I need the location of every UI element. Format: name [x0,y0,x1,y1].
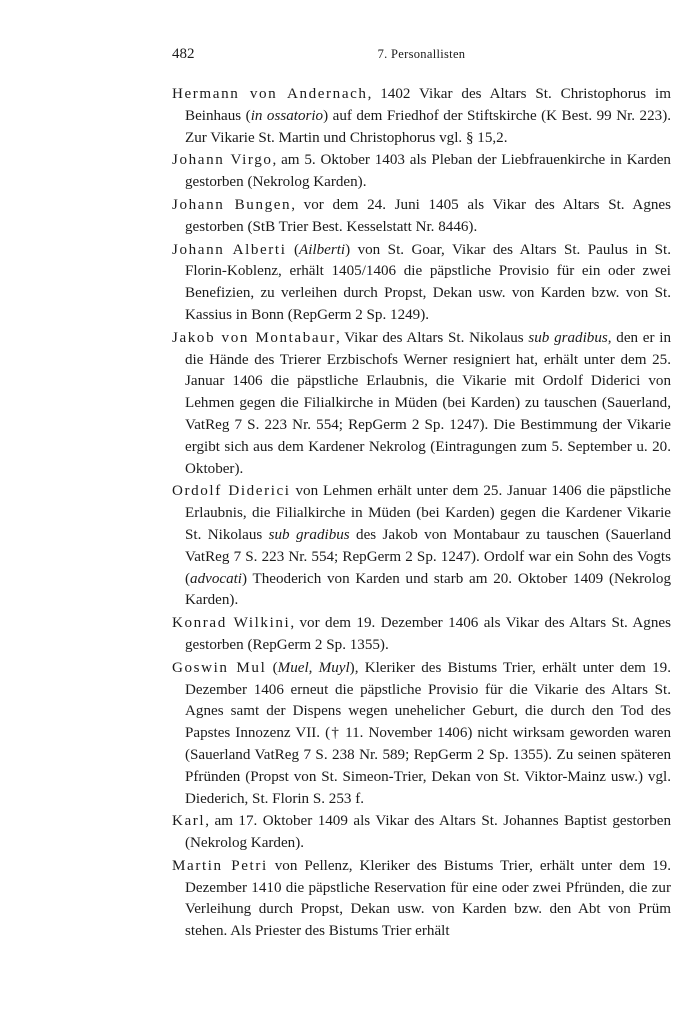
entry-text: ) von St. Goar, Vikar des Altars St. Paulus in St. Florin-Koblenz, erhält 1405/1406 die päpstliche Provisio für ein oder zwei Benefizien, zu verleihen durch Propst, Dekan usw. von Karden bzw. von St. Kassius in Bonn (RepGerm 2 Sp. 1249). [185,241,671,323]
entry-italic-term: in ossatorio [250,107,324,124]
page-header [172,46,671,66]
entry-text: , 1402 Vikar des Altars St. Christophorus im Beinhaus ( [185,86,671,124]
list-item [172,150,671,194]
entry-text: ( [266,659,278,676]
entry-name: Konrad Wilkini [172,615,291,632]
list-item [172,613,671,657]
list-item [172,811,671,855]
entry-list [172,84,671,944]
entry-text: von Pellenz, Kleriker des Bistums Trier, erhält unter dem 19. Dezember 1410 die päpstliche Reservation für eine oder zwei Pfründen, die zur Verleihung durch Propst, Dekan usw. von Karden bzw. den Abt von Prüm stehen. Als Priester des Bistums Trier erhält [185,857,671,940]
entry-italic-term: Muel, Muyl [277,659,350,676]
list-item [172,856,671,943]
entry-text: ), Kleriker des Bistums Trier, erhält unter dem 19. Dezember 1406 erneut die päpstliche Provisio für die Vikarie des Altars St. Agnes samt der Dispens wegen unehelicher Geburt, die durch den Tod des Papstes Innozenz VII. († 11. November 1406) nicht wirksam geworden waren (Sauerland VatReg 7 S. 238 Nr. 589; RepGerm 2 Sp. 1355). Zu seinen späteren Pfründen (Propst von St. Simeon-Trier, Dekan von St. Viktor-Mainz usw.) vgl. Diederich, St. Florin S. 253 f. [185,659,671,807]
entry-name: Karl [172,813,206,830]
entry-text: , am 17. Oktober 1409 als Vikar des Altars St. Johannes Baptist gestorben (Nekrolog Karden). [185,813,671,852]
entry-text: , vor dem 19. Dezember 1406 als Vikar des Altars St. Agnes gestorben (RepGerm 2 Sp. 1355). [185,615,671,653]
entry-name: Hermann von Andernach [172,86,368,102]
entry-text: des Jakob von Montabaur zu tauschen (Sauerland VatReg 7 S. 223 Nr. 554; RepGerm 2 Sp. 1247). Ordolf war ein Sohn des Vogts ( [185,526,671,587]
entry-text: , am 5. Oktober 1403 als Pleban der Liebfrauenkirche in Karden gestorben (Nekrolog Karden). [185,152,671,191]
entry-text: , vor dem 24. Juni 1405 als Vikar des Altars St. Agnes gestorben (StB Trier Best. Kesselstatt Nr. 8446). [185,196,671,235]
list-item [172,481,671,612]
page-number: 482 [172,46,195,62]
entry-italic-term: advocati [190,570,243,587]
entry-italic-term: sub gradibus [268,526,350,543]
entry-text: von Lehmen erhält unter dem 25. Januar 1406 die päpstliche Erlaubnis, die Filialkirche in Müden (bei Karden) gegen die Kardener Vikarie St. Nikolaus [185,483,671,543]
entry-italic-term: sub gradibus [528,329,608,346]
entry-text: ) auf dem Friedhof der Stiftskirche (K Best. 99 Nr. 223). Zur Vikarie St. Martin und Christophorus vgl. § 15,2. [185,107,671,146]
entry-text: , Vikar des Altars St. Nikolaus [335,329,529,346]
running-head: 7. Personallisten [377,47,466,61]
entry-name: Johann Alberti [172,241,287,258]
entry-name: Martin Petri [172,857,268,874]
list-item [172,84,671,149]
entry-text: , den er in die Hände des Trierer Erzbischofs Werner resigniert hat, erhält unter dem 25. Januar 1406 die päpstliche Erlaubnis, die Vikarie mit Ordolf Diderici von Lehmen gegen die Filialkirche in Müden (bei Karden) zu tauschen (Sauerland, VatReg 7 S. 223 Nr. 554; RepGerm 2 Sp. 1247). Die Bestimmung der Vikarie ergibt sich aus dem Kardener Nekrolog (Eintragungen zum 5. September u. 20. Oktober). [185,329,672,477]
entry-name: Johann Virgo [172,152,273,169]
list-item [172,195,671,239]
entry-text: ( [286,241,299,258]
entry-name: Goswin Mul [172,659,267,676]
entry-text: ) Theoderich von Karden und starb am 20. Oktober 1409 (Nekrolog Karden). [185,570,671,609]
list-item [172,328,671,481]
entry-name: Johann Bungen [172,196,292,213]
list-item [172,658,671,811]
entry-italic-term: Ailberti [299,241,346,258]
entry-name: Jakob von Montabaur [172,329,336,346]
list-item [172,240,671,327]
entry-name: Ordolf Diderici [172,483,291,500]
